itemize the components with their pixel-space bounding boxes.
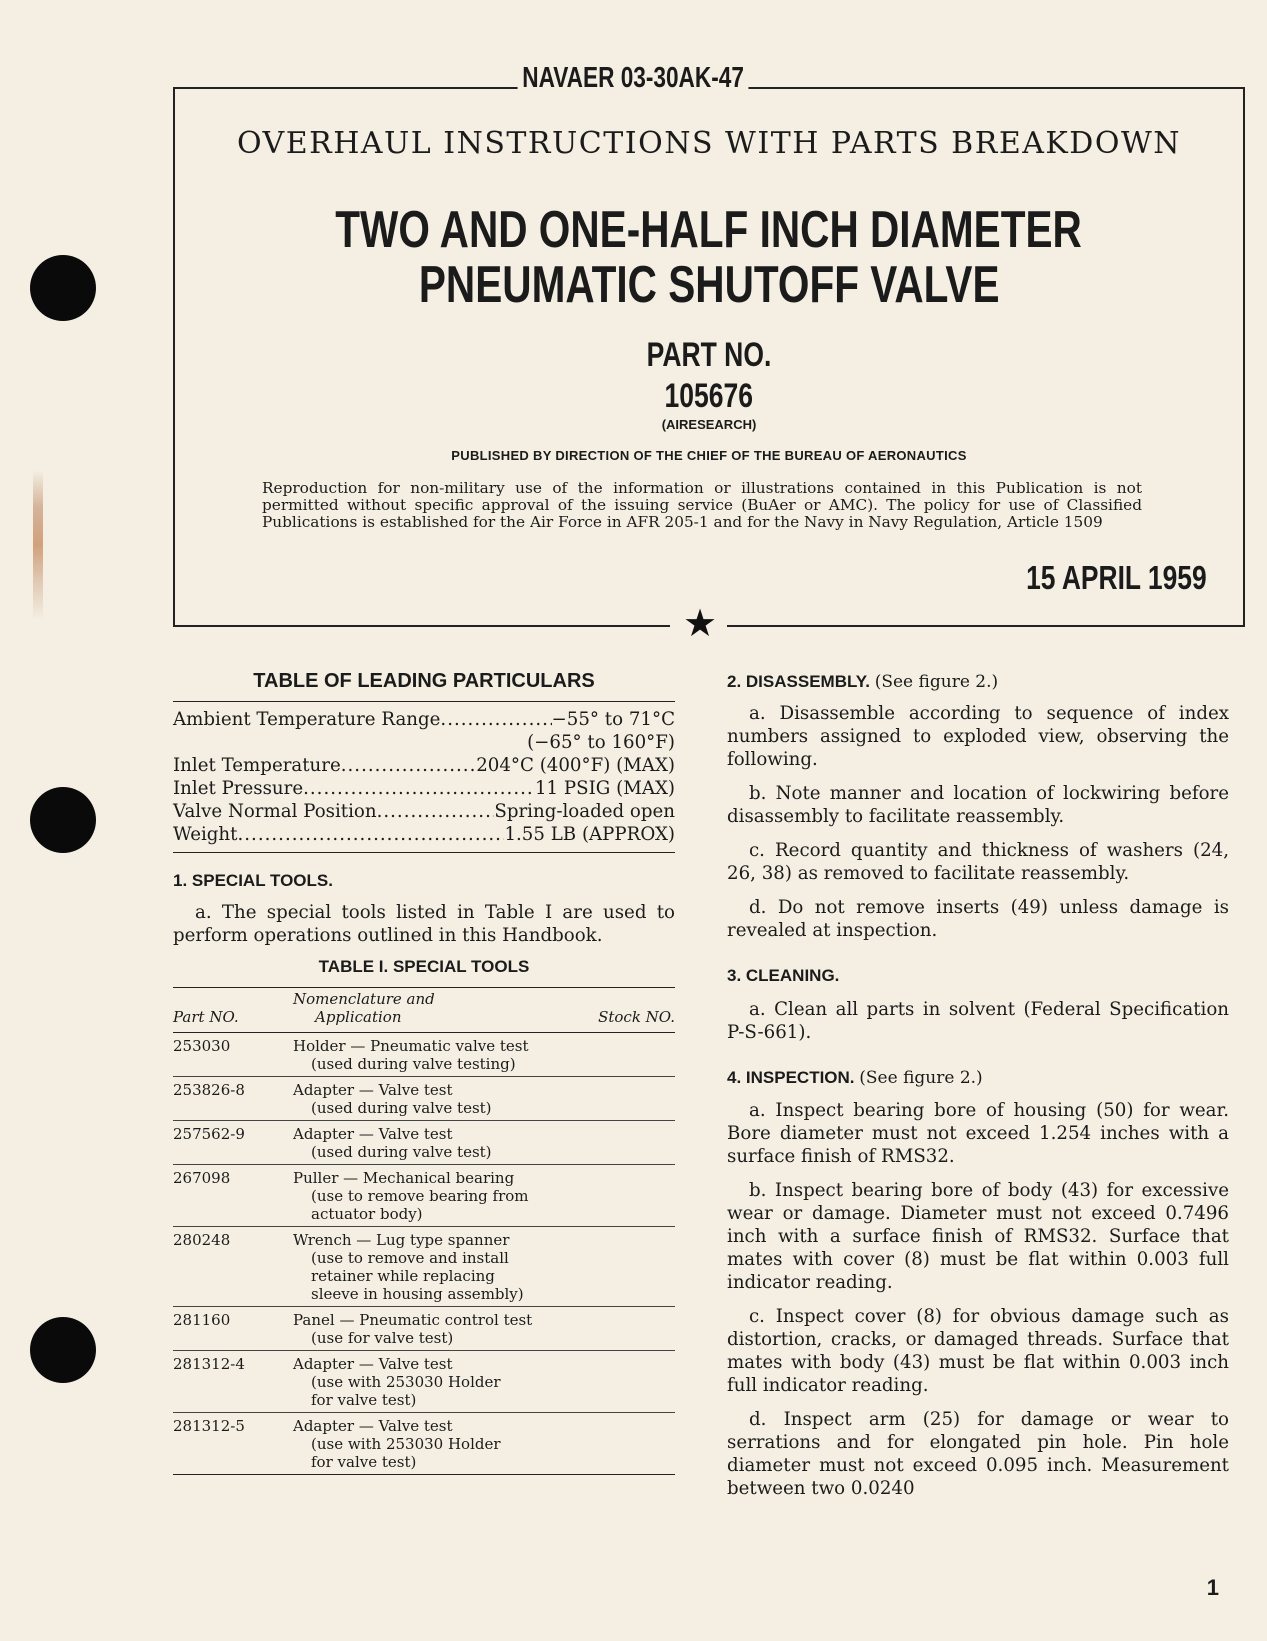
disassembly-para-a: a. Disassemble according to sequence of index numbers assigned to exploded view, observing the following. <box>727 703 1229 770</box>
punch-hole-middle <box>30 787 96 853</box>
spec-row: Inlet Temperature ..... 204°C (400°F) (MAX) <box>173 754 675 777</box>
spec-row: Valve Normal Position ..... Spring-loaded open <box>173 800 675 823</box>
part-number-label: PART NO. <box>646 336 772 374</box>
spec-row: Inlet Pressure ..... 11 PSIG (MAX) <box>173 777 675 800</box>
table-title-special-tools: TABLE I. SPECIAL TOOLS <box>318 957 530 976</box>
table-row: 253826-8 Adapter — Valve test (used during valve test) <box>173 1077 675 1121</box>
reproduction-notice: Reproduction for non-military use of the information or illustrations contained in this Publication is not permitted without specific approval of the issuing service (BuAer or AMC). The policy for use of Classified Publications is established for the Air Force in AFR 205-1 and for the Navy in Navy Regulation, Article 1509 <box>262 479 1142 531</box>
section-heading-special-tools: 1. SPECIAL TOOLS. <box>173 871 333 890</box>
title-line-2: PNEUMATIC SHUTOFF VALVE <box>418 256 1000 314</box>
part-number-value: 105676 <box>664 377 754 415</box>
punch-hole-top <box>30 255 96 321</box>
document-number: NAVAER 03-30AK-47 <box>0 62 1267 95</box>
section-heading-inspection: 4. INSPECTION. (See figure 2.) <box>727 1068 983 1088</box>
document-subtitle: OVERHAUL INSTRUCTIONS WITH PARTS BREAKDOWN <box>236 126 1182 161</box>
inspection-para-d: d. Inspect arm (25) for damage or wear to serrations and for elongated pin hole. Pin hole diameter must not exceed 0.095 inch. Measurement between two 0.0240 <box>727 1409 1229 1499</box>
section-heading-cleaning: 3. CLEANING. <box>727 966 840 985</box>
table-header-row <box>173 988 675 1033</box>
table-row: 281312-4 Adapter — Valve test (use with 253030 Holder for valve test) <box>173 1351 675 1413</box>
paper-stain <box>33 470 43 620</box>
cover-frame-bottom-right <box>727 625 1245 627</box>
disassembly-para-d: d. Do not remove inserts (49) unless damage is revealed at inspection. <box>727 897 1229 941</box>
table-row: 267098 Puller — Mechanical bearing (use to remove bearing from actuator body) <box>173 1165 675 1227</box>
col-header-stock: Stock NO. <box>598 1008 675 1026</box>
disassembly-para-c: c. Record quantity and thickness of washers (24, 26, 38) as removed to facilitate reassembly. <box>727 840 1229 884</box>
section-heading-disassembly: 2. DISASSEMBLY. (See figure 2.) <box>727 672 999 692</box>
cover-frame-bottom-left <box>173 625 670 627</box>
disassembly-para-b: b. Note manner and location of lockwiring before disassembly to facilitate reassembly. <box>727 783 1229 827</box>
inspection-para-c: c. Inspect cover (8) for obvious damage such as distortion, cracks, or damaged threads. Surface that mates with body (43) must be flat within 0.003 inch full indicator reading. <box>727 1306 1229 1396</box>
table-row: 280248 Wrench — Lug type spanner (use to remove and install retainer while replacing sleeve in housing assembly) <box>173 1227 675 1307</box>
leading-particulars-title: TABLE OF LEADING PARTICULARS <box>253 670 595 692</box>
title-line-1: TWO AND ONE-HALF INCH DIAMETER <box>335 201 1083 259</box>
spec-row-continuation: (−65° to 160°F) <box>527 732 675 753</box>
col-header-part: Part NO. <box>173 1008 239 1026</box>
leading-particulars-table <box>173 701 675 846</box>
publisher-line: PUBLISHED BY DIRECTION OF THE CHIEF OF THE BUREAU OF AERONAUTICS <box>451 448 967 463</box>
punch-hole-bottom <box>30 1317 96 1383</box>
table-row: 257562-9 Adapter — Valve test (used during valve test) <box>173 1121 675 1165</box>
inspection-para-a: a. Inspect bearing bore of housing (50) for wear. Bore diameter must not exceed 1.254 inches with a surface finish of RMS32. <box>727 1100 1229 1167</box>
col-header-nomenclature: Nomenclature and Application <box>293 990 435 1026</box>
inspection-para-b: b. Inspect bearing bore of body (43) for excessive wear or damage. Diameter must not exceed 0.7496 inch with a surface finish of RMS32. Surface that mates with cover (8) must be flat within 0.003 full indicator reading. <box>727 1180 1229 1293</box>
page-number: 1 <box>1206 1575 1219 1600</box>
left-column <box>173 670 675 1475</box>
cleaning-para-a: a. Clean all parts in solvent (Federal Specification P-S-661). <box>727 999 1229 1043</box>
table-row: 281312-5 Adapter — Valve test (use with 253030 Holder for valve test) <box>173 1413 675 1475</box>
special-tools-para-a: a. The special tools listed in Table I are used to perform operations outlined in this Handbook. <box>173 902 675 946</box>
table-row: 253030 Holder — Pneumatic valve test (used during valve testing) <box>173 1033 675 1077</box>
manufacturer: (AIRESEARCH) <box>661 417 757 432</box>
spec-row: Weight ..... 1.55 LB (APPROX) <box>173 823 675 846</box>
spec-row: Ambient Temperature Range ..... −55° to 71°C <box>173 708 675 731</box>
table-row: 281160 Panel — Pneumatic control test (use for valve test) <box>173 1307 675 1351</box>
star-icon: ★ <box>683 601 718 645</box>
publication-date: 15 APRIL 1959 <box>1026 559 1207 596</box>
right-column <box>727 672 1229 1500</box>
special-tools-table <box>173 987 675 1475</box>
